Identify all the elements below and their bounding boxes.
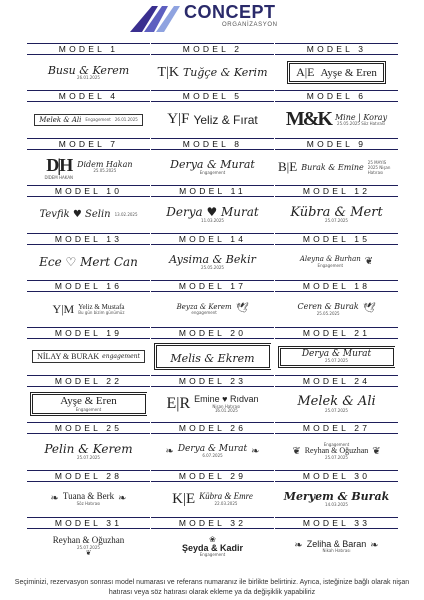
model-sample	[278, 200, 395, 229]
model-sample	[278, 248, 395, 277]
couple-names: Beyza & Kerem	[176, 302, 232, 311]
model-card[interactable]	[151, 517, 274, 564]
model-card[interactable]	[275, 138, 398, 185]
subtitle-text: Söz Hatırası	[76, 500, 101, 506]
engagement-text: Engagement	[317, 262, 344, 268]
couple-names: Busu & Kerem	[47, 63, 130, 77]
model-card[interactable]	[151, 470, 274, 517]
model-card[interactable]	[27, 90, 150, 137]
brand-header	[0, 2, 424, 36]
event-date: 25.07.2025	[325, 218, 348, 224]
leaf-branch-icon: ❧	[251, 445, 260, 457]
couple-names: Derya & Murat	[177, 443, 248, 454]
couple-names: Tuğçe & Kerim	[182, 66, 268, 79]
model-card[interactable]	[151, 90, 274, 137]
model-sample	[30, 295, 147, 324]
model-sample	[278, 58, 395, 87]
event-date: 25.05.2025	[201, 264, 224, 270]
model-sample	[278, 390, 395, 419]
monogram: B|E	[278, 159, 298, 175]
model-label: MODEL 3	[275, 43, 398, 55]
model-card[interactable]	[27, 280, 150, 327]
leaf-branch-icon: ❧	[165, 445, 174, 457]
leaf-branch-icon: ❦	[364, 256, 374, 268]
couple-names: Mine | Koray	[334, 112, 388, 122]
model-card[interactable]	[275, 517, 398, 564]
model-card[interactable]	[275, 43, 398, 90]
model-sample	[154, 248, 271, 277]
model-label: MODEL 25	[27, 422, 150, 434]
leaf-branch-icon: ❦	[292, 445, 301, 457]
model-label: MODEL 29	[151, 470, 274, 482]
model-card[interactable]	[151, 375, 274, 422]
engagement-text: Engagement	[199, 552, 226, 558]
couple-names: Kübra & Mert	[290, 204, 383, 220]
monogram: T|K	[157, 64, 179, 80]
leaf-branch-icon: ❦	[85, 548, 92, 557]
monogram-names: DİDEM HAKAN	[44, 174, 74, 180]
model-card[interactable]	[27, 517, 150, 564]
model-card[interactable]	[151, 422, 274, 469]
model-card[interactable]	[27, 470, 150, 517]
model-sample	[278, 295, 395, 324]
wreath-icon: ❀	[209, 534, 216, 544]
model-card[interactable]	[275, 470, 398, 517]
model-label: MODEL 13	[27, 233, 150, 245]
couple-names: Derya ♥ Murat	[166, 205, 259, 220]
couple-names: Zeliha & Baran	[306, 538, 367, 549]
model-label: MODEL 24	[275, 375, 398, 387]
engagement-text: Engagement	[323, 442, 350, 448]
event-date: 25.05.2025 Söz Hatırası	[337, 120, 386, 126]
tagline: Bu gün bizim günümüz	[78, 310, 125, 316]
monogram: D|H	[46, 154, 72, 175]
leaf-branch-icon: ❧	[50, 493, 59, 505]
model-sample	[30, 248, 147, 277]
couple-names: Derya & Murat	[301, 349, 372, 360]
model-card[interactable]	[27, 327, 150, 374]
event-date: 25.07.2025	[77, 544, 100, 550]
model-label: MODEL 33	[275, 517, 398, 529]
model-sample	[154, 153, 271, 182]
model-label: MODEL 32	[151, 517, 274, 529]
model-label: MODEL 10	[27, 185, 150, 197]
couple-names: Şeyda & Kadir	[181, 542, 244, 553]
event-date: 25.07.2025	[325, 358, 348, 364]
couple-names: Ece ♡ Mert Can	[39, 255, 138, 270]
model-sample	[30, 153, 147, 182]
monogram: Y|F	[167, 111, 190, 128]
model-sample	[30, 200, 147, 229]
model-label: MODEL 31	[27, 517, 150, 529]
model-card[interactable]	[151, 138, 274, 185]
event-date: 25.07.2025	[77, 454, 100, 460]
couple-names: Meryem & Burak	[283, 490, 390, 504]
couple-names: Didem Hakan	[77, 159, 133, 169]
leaf-branch-icon: ❧	[294, 540, 303, 552]
subtitle-text: Nişan Hatırası	[212, 403, 241, 409]
model-sample	[154, 58, 271, 87]
model-card[interactable]	[27, 233, 150, 280]
monogram: A|E	[296, 65, 315, 79]
engagement-text: engagement	[102, 353, 140, 361]
monogram: K|E	[172, 490, 196, 507]
model-label: MODEL 20	[151, 327, 274, 339]
event-date: 25 MAYIS 2025 Nişan Hatırası	[367, 159, 391, 175]
model-card[interactable]	[151, 43, 274, 90]
event-date: 13.02.2025	[114, 212, 138, 218]
couple-names: Ayşe & Eren	[60, 395, 117, 408]
model-card[interactable]	[27, 185, 150, 232]
model-card[interactable]	[275, 422, 398, 469]
model-card[interactable]	[151, 280, 274, 327]
model-card[interactable]	[275, 327, 398, 374]
subtitle-text: Nikah Hatırası	[322, 548, 351, 554]
couple-names: Ayşe & Eren	[320, 66, 377, 79]
model-label: MODEL 8	[151, 138, 274, 150]
model-card[interactable]	[275, 185, 398, 232]
couple-names: Ceren & Burak	[297, 302, 359, 312]
model-sample	[278, 153, 395, 182]
leaf-branch-icon: ❧	[370, 540, 379, 552]
model-sample	[278, 437, 395, 466]
model-label: MODEL 5	[151, 90, 274, 102]
model-sample	[278, 342, 395, 371]
event-date: 22.03.2025	[214, 500, 238, 506]
couple-names: Melek & Ali	[39, 115, 82, 124]
couple-names: Pelin & Kerem	[44, 442, 133, 457]
model-sample	[154, 390, 271, 419]
model-sample	[278, 485, 395, 514]
model-label: MODEL 14	[151, 233, 274, 245]
model-sample	[278, 105, 395, 134]
event-date: 25.05.2025	[93, 168, 117, 174]
footer-note: Seçiminizi, rezervasyon sonrası model numarası ve referans numaranız ile birlikte belirtiniz. Ayrıca, isteğinize bağlı olarak nişan hatırası veya söz hatırası olarak ekleme ya da değişiklik yapabiliriz	[14, 579, 410, 596]
model-label: MODEL 19	[27, 327, 150, 339]
engagement-text: Engagement	[85, 117, 111, 123]
event-date: 25.07.2025	[325, 407, 348, 413]
engagement-text: Engagement	[199, 169, 226, 175]
model-card[interactable]	[275, 375, 398, 422]
model-label: MODEL 22	[27, 375, 150, 387]
model-sample	[154, 437, 271, 466]
model-label: MODEL 30	[275, 470, 398, 482]
couple-names: Tuana & Berk	[62, 491, 115, 502]
model-sample	[30, 342, 147, 371]
model-label: MODEL 11	[151, 185, 274, 197]
brand-subtitle: ORGANİZASYON	[222, 22, 278, 28]
model-label: MODEL 7	[27, 138, 150, 150]
monogram: M&K	[285, 108, 331, 131]
event-date: 6.07.2025	[202, 453, 223, 459]
event-date: 26.01.2025	[114, 117, 138, 123]
model-card[interactable]	[27, 43, 150, 90]
model-sample	[30, 437, 147, 466]
model-sample	[154, 200, 271, 229]
model-label: MODEL 1	[27, 43, 150, 55]
model-card[interactable]	[151, 233, 274, 280]
model-label: MODEL 17	[151, 280, 274, 292]
model-label: MODEL 27	[275, 422, 398, 434]
model-label: MODEL 21	[275, 327, 398, 339]
model-label: MODEL 9	[275, 138, 398, 150]
model-sample	[30, 532, 147, 561]
couple-names: Yeliz & Mustafa	[78, 302, 125, 311]
model-sample	[154, 342, 271, 371]
monogram: Y|M	[52, 301, 75, 316]
event-date: 11.03.2025	[201, 217, 224, 223]
model-card[interactable]	[275, 280, 398, 327]
leaf-branch-icon: ❧	[118, 493, 127, 505]
dove-icon: 🕊	[235, 303, 249, 315]
model-card[interactable]	[27, 422, 150, 469]
couple-names: Yeliz & Fırat	[193, 112, 258, 127]
couple-names: Aleyna & Burhan	[299, 255, 361, 264]
couple-names: Derya & Murat	[170, 158, 255, 172]
model-label: MODEL 6	[275, 90, 398, 102]
model-sample	[30, 58, 147, 87]
event-date: 26.01.2025	[77, 75, 100, 81]
couple-names: Reyhan & Oğuzhan	[304, 446, 369, 456]
model-grid	[27, 43, 397, 564]
dove-icon: 🕊	[362, 303, 376, 315]
event-date: 25.05.2025	[316, 310, 340, 316]
model-card[interactable]	[275, 90, 398, 137]
event-date: 25.07.2025	[325, 454, 348, 460]
model-card[interactable]	[275, 233, 398, 280]
couple-names: Aysima & Bekir	[169, 253, 256, 267]
model-card[interactable]	[151, 327, 274, 374]
event-date: 14.03.2025	[325, 501, 348, 507]
couple-names: Emine ♥ Rıdvan	[194, 394, 259, 405]
model-label: MODEL 12	[275, 185, 398, 197]
couple-names: Melis & Ekrem	[170, 352, 255, 366]
brand-name: CONCEPT	[184, 2, 276, 22]
model-label: MODEL 28	[27, 470, 150, 482]
model-label: MODEL 18	[275, 280, 398, 292]
model-sample	[154, 105, 271, 134]
couple-names: Kübra & Emre	[199, 491, 253, 502]
model-label: MODEL 2	[151, 43, 274, 55]
engagement-text: Engagement	[75, 406, 102, 412]
model-sample	[154, 485, 271, 514]
model-sample	[278, 532, 395, 561]
model-label: MODEL 23	[151, 375, 274, 387]
model-sample	[30, 105, 147, 134]
model-sample	[154, 295, 271, 324]
couple-names: Tevfik ♥ Selin	[39, 209, 111, 221]
monogram: E|R	[166, 395, 191, 413]
model-label: MODEL 26	[151, 422, 274, 434]
model-card[interactable]	[27, 375, 150, 422]
engagement-text: engagement	[191, 310, 217, 316]
model-card[interactable]	[27, 138, 150, 185]
couple-names: NİLAY & BURAK	[37, 352, 100, 362]
model-sample	[30, 485, 147, 514]
couple-names: Melek & Ali	[297, 394, 376, 410]
model-label: MODEL 16	[27, 280, 150, 292]
model-label: MODEL 4	[27, 90, 150, 102]
brand-logo-icon	[128, 2, 184, 34]
model-label: MODEL 15	[275, 233, 398, 245]
event-date: 16.01.2025	[214, 407, 238, 413]
model-sample	[30, 390, 147, 419]
leaf-branch-icon: ❦	[372, 445, 381, 457]
model-card[interactable]	[151, 185, 274, 232]
couple-names: Burak & Emine	[301, 162, 364, 172]
model-sample	[154, 532, 271, 561]
couple-names: Reyhan & Oğuzhan	[52, 535, 125, 546]
